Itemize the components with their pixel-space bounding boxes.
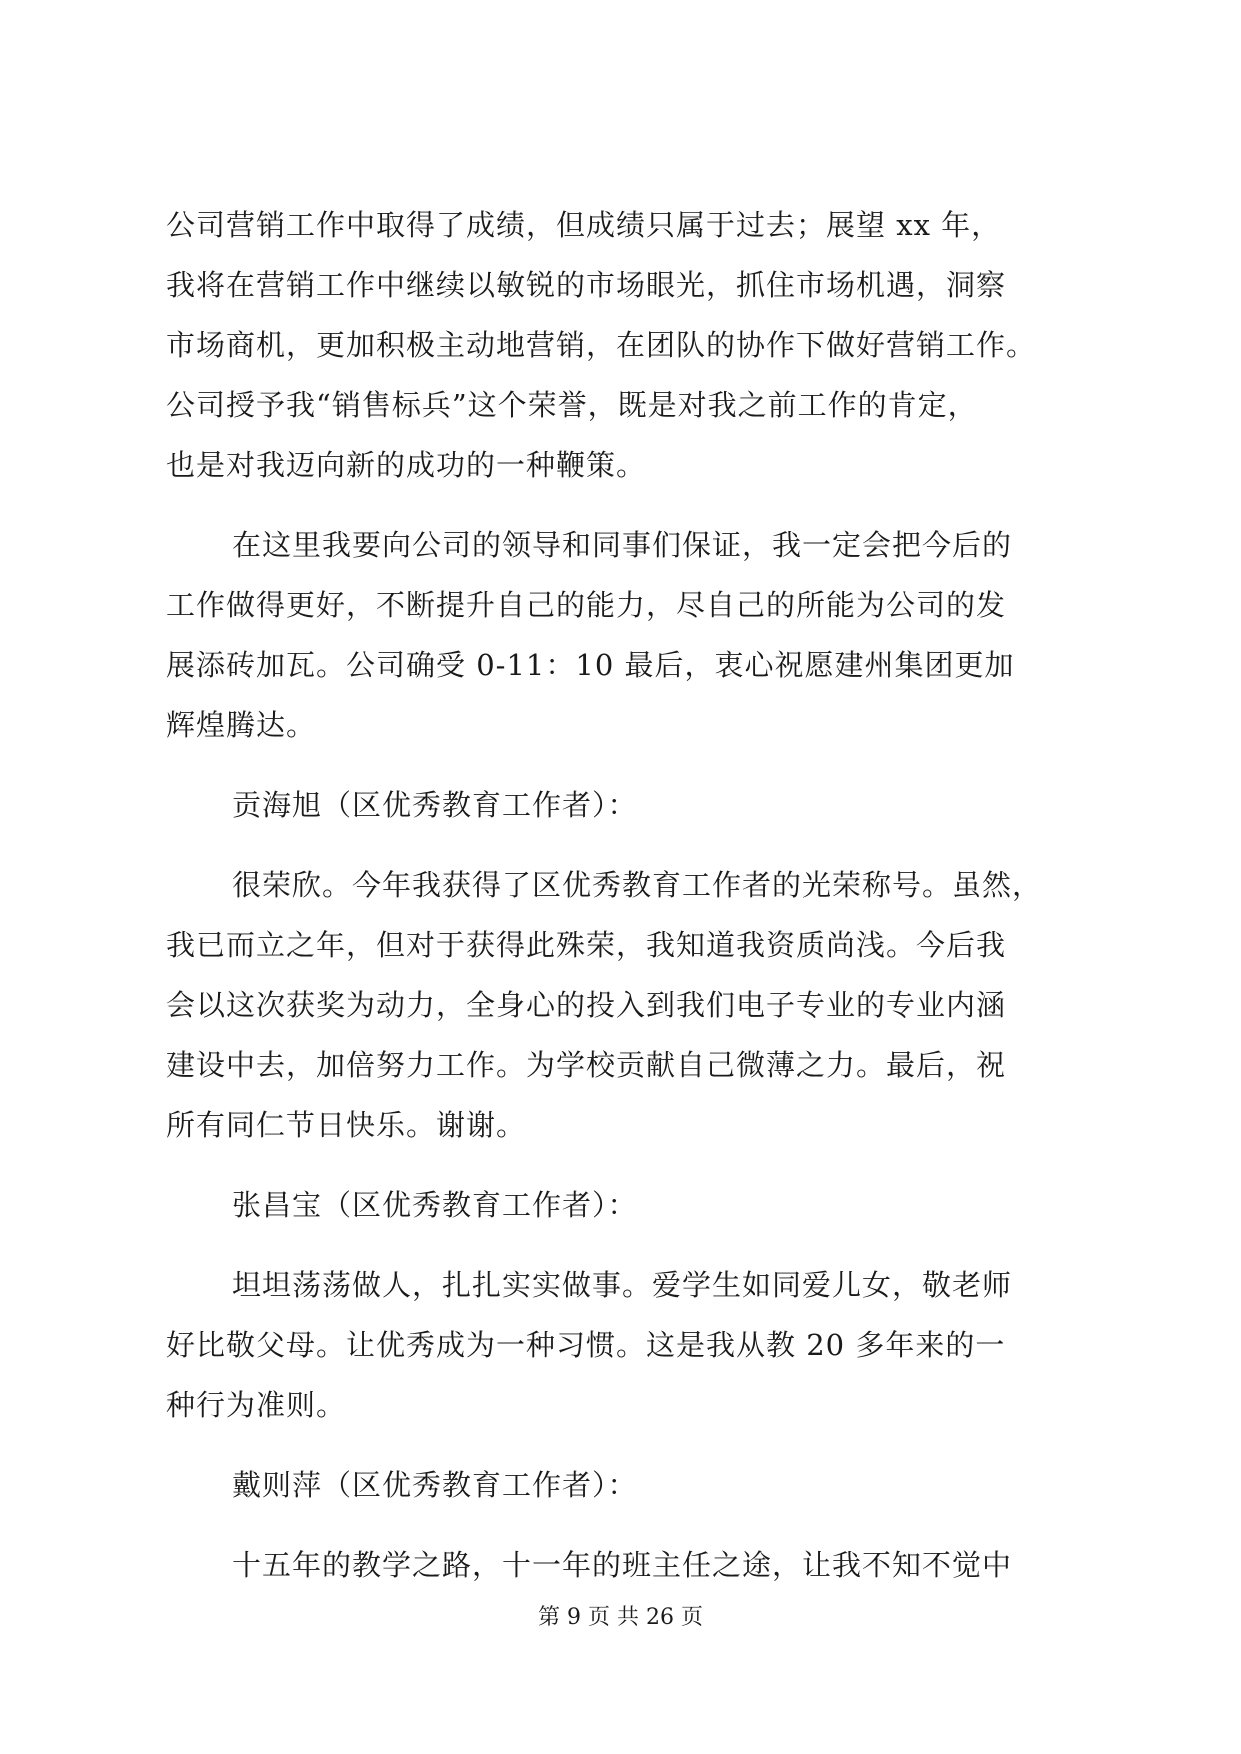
text-line: 很荣欣。今年我获得了区优秀教育工作者的光荣称号。虽然， — [232, 868, 1043, 902]
section-heading: 戴则萍（区优秀教育工作者）： — [232, 1468, 638, 1502]
text-line: 也是对我迈向新的成功的一种鞭策。 — [166, 448, 647, 482]
text-line: 在这里我要向公司的领导和同事们保证，我一定会把今后的 — [232, 528, 1013, 562]
section-heading: 张昌宝（区优秀教育工作者）： — [232, 1188, 638, 1222]
text-line: 公司营销工作中取得了成绩，但成绩只属于过去；展望 xx 年， — [166, 208, 1002, 242]
text-line: 工作做得更好，不断提升自己的能力，尽自己的所能为公司的发 — [166, 588, 1007, 622]
text-line: 所有同仁节日快乐。谢谢。 — [166, 1108, 527, 1142]
text-line: 我已而立之年，但对于获得此殊荣，我知道我资质尚浅。今后我 — [166, 928, 1007, 962]
page-number-footer: 第 9 页 共 26 页 — [538, 1605, 703, 1630]
text-line: 市场商机，更加积极主动地营销，在团队的协作下做好营销工作。 — [166, 328, 1037, 362]
text-line: 我将在营销工作中继续以敏锐的市场眼光，抓住市场机遇，洞察 — [166, 268, 1007, 302]
text-line: 种行为准则。 — [166, 1388, 347, 1422]
text-line: 会以这次获奖为动力，全身心的投入到我们电子专业的专业内涵 — [166, 988, 1007, 1022]
text-line: 公司授予我“销售标兵”这个荣誉，既是对我之前工作的肯定， — [166, 388, 978, 422]
text-line: 坦坦荡荡做人，扎扎实实做事。爱学生如同爱儿女，敬老师 — [232, 1268, 1013, 1302]
text-line: 好比敬父母。让优秀成为一种习惯。这是我从教 20 多年来的一 — [166, 1328, 1006, 1362]
text-line: 辉煌腾达。 — [166, 708, 317, 742]
text-line: 展添砖加瓦。公司确受 0-11：10 最后，衷心祝愿建州集团更加 — [166, 648, 1015, 682]
section-heading: 贡海旭（区优秀教育工作者）： — [232, 788, 638, 822]
text-line: 建设中去，加倍努力工作。为学校贡献自己微薄之力。最后，祝 — [166, 1048, 1007, 1082]
text-line: 十五年的教学之路，十一年的班主任之途，让我不知不觉中 — [232, 1548, 1013, 1582]
